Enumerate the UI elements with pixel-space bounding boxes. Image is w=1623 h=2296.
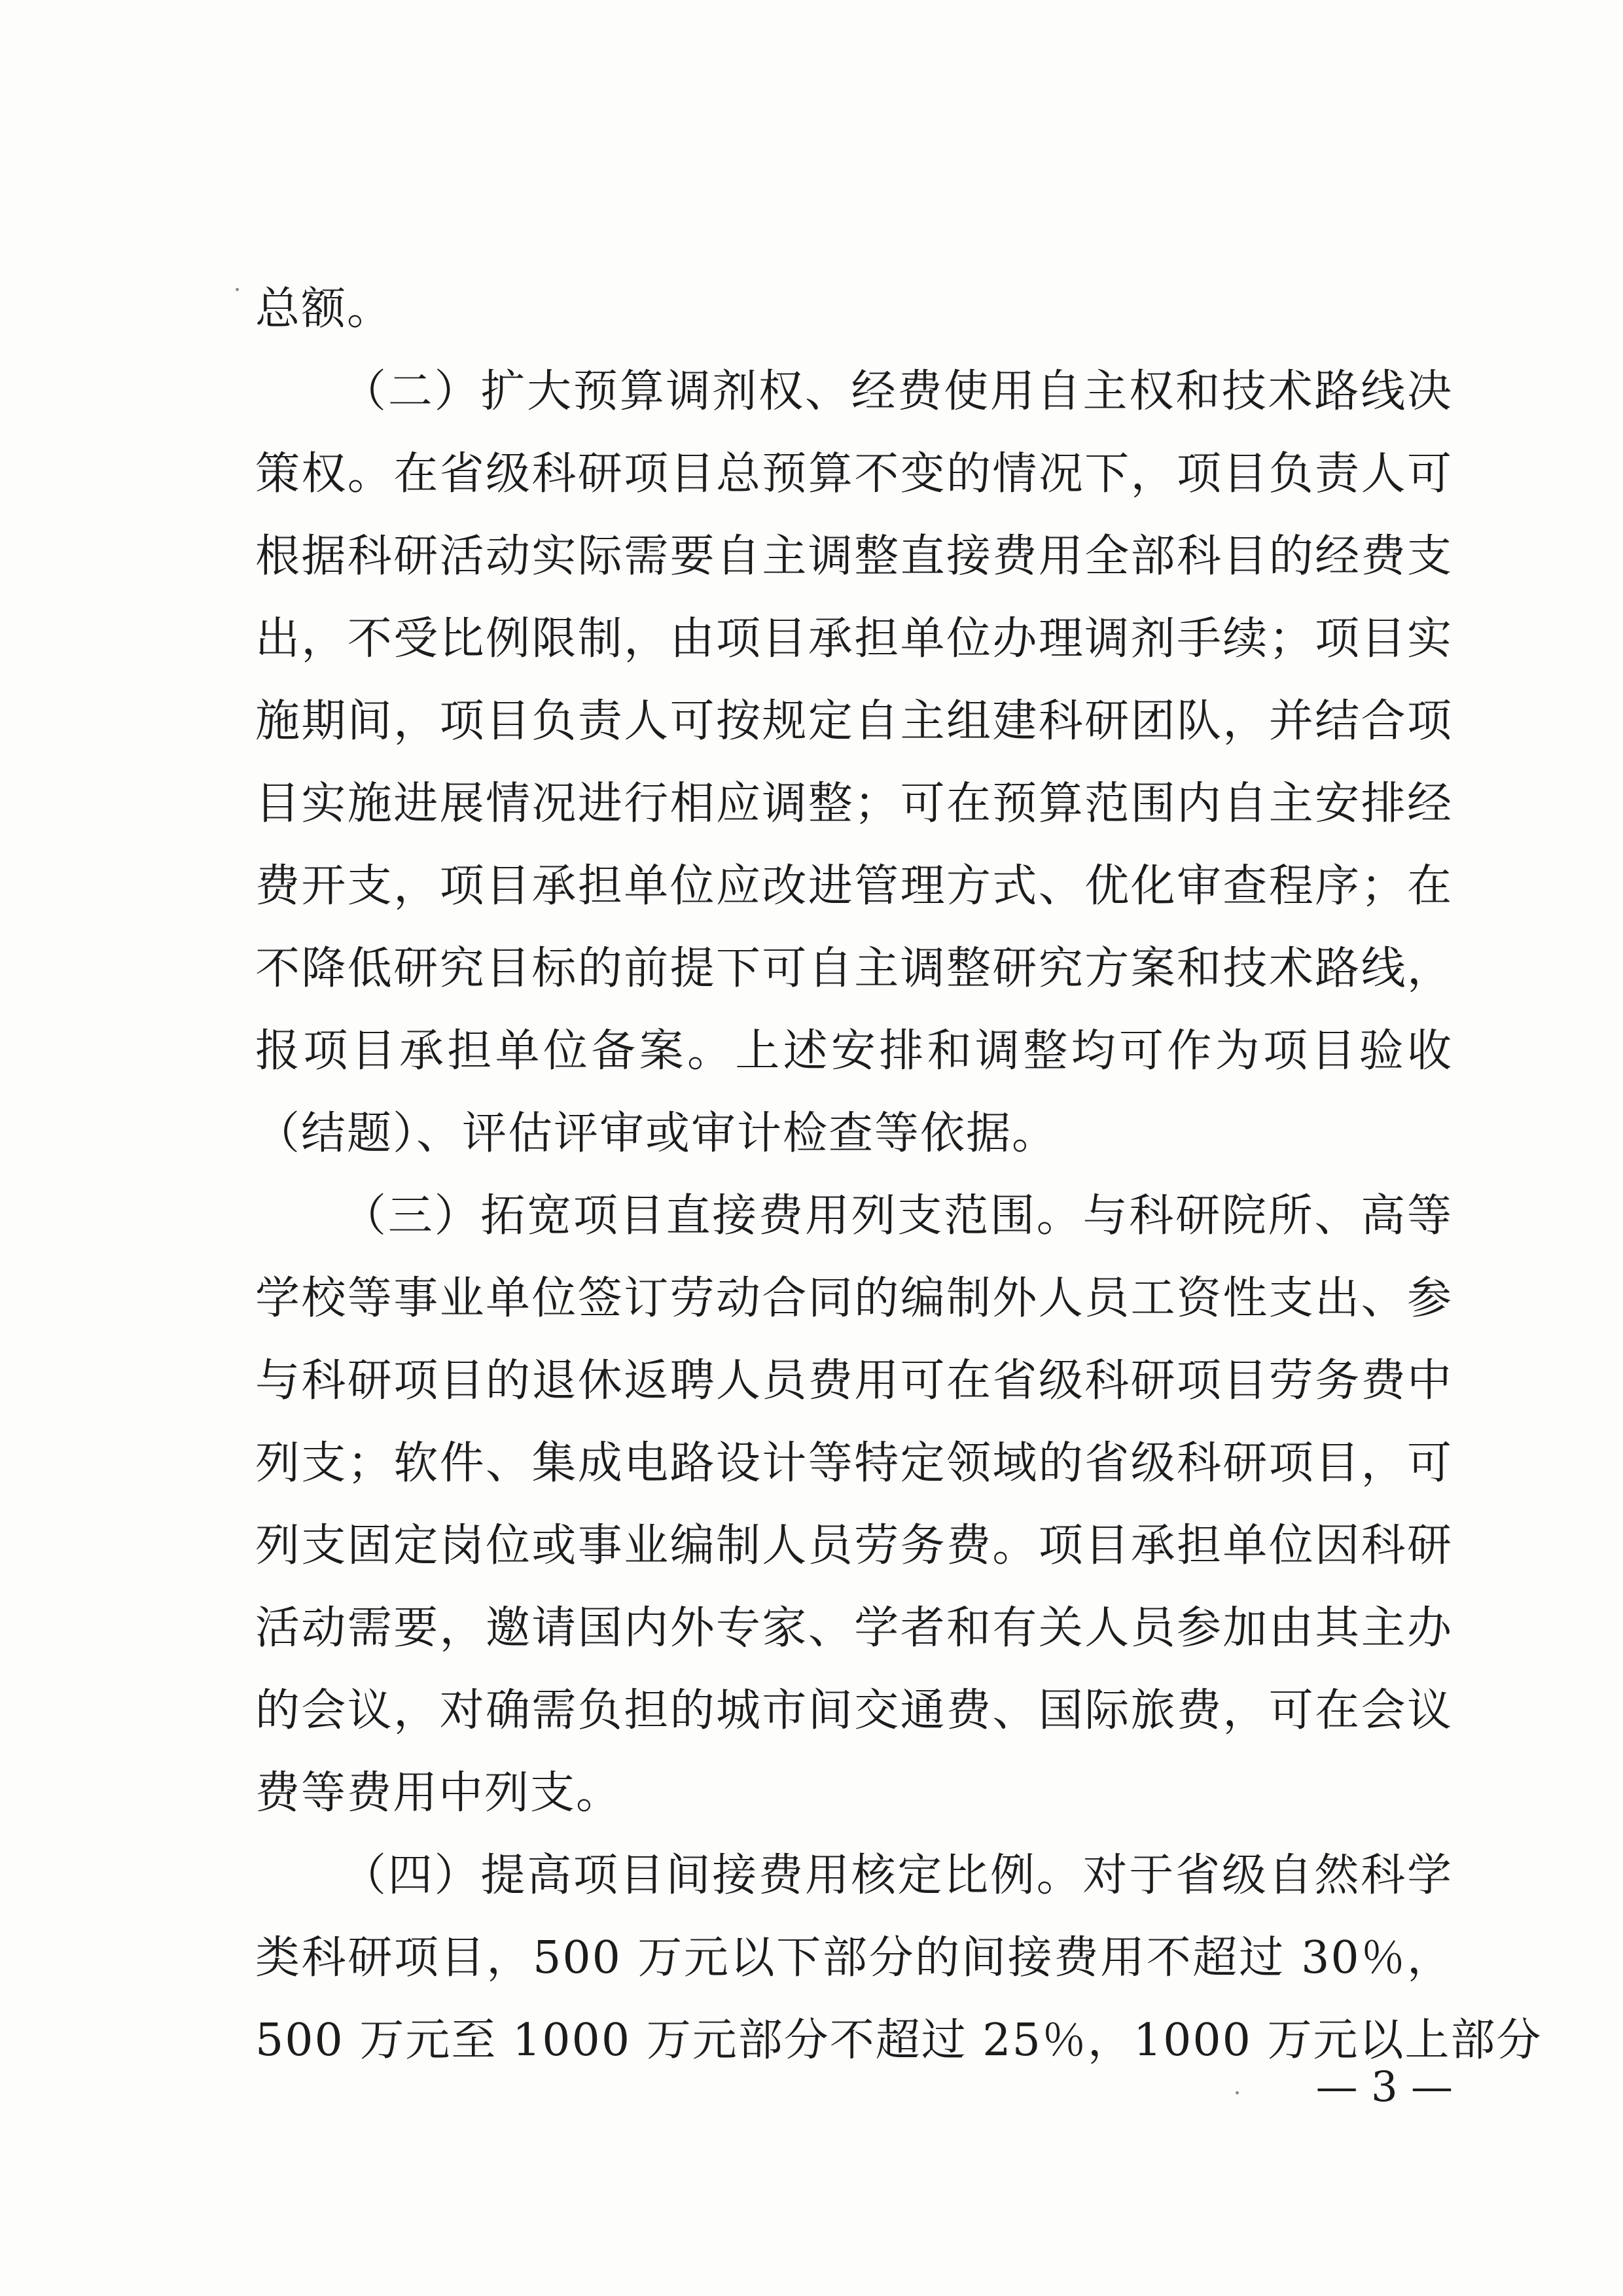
text-line: 根据科研活动实际需要自主调整直接费用全部科目的经费支 [255,531,1453,582]
text-line: 的会议，对确需负担的城市间交通费、国际旅费，可在会议 [255,1685,1453,1737]
section-heading-line: （四）提高项目间接费用核定比例。对于省级自然科学 [342,1850,1453,1901]
text-line: 报项目承担单位备案。上述安排和调整均可作为项目验收 [255,1025,1453,1077]
text-line: 学校等事业单位签订劳动合同的编制外人员工资性支出、参 [255,1273,1453,1324]
text-line: 500 万元至 1000 万元部分不超过 25％，1000 万元以上部分 [255,2015,1543,2066]
text-line: 类科研项目，500 万元以下部分的间接费用不超过 30％， [255,1932,1453,1984]
text-line: 列支固定岗位或事业编制人员劳务费。项目承担单位因科研 [255,1520,1453,1572]
text-line: 不降低研究目标的前提下可自主调整研究方案和技术路线， [255,943,1453,995]
section-heading-line: （二）扩大预算调剂权、经费使用自主权和技术路线决 [342,366,1453,417]
page-number: — 3 — [1315,2063,1453,2111]
text-line: 列支；软件、集成电路设计等特定领域的省级科研项目，可 [255,1438,1453,1489]
text-line: 策权。在省级科研项目总预算不变的情况下，项目负责人可 [255,448,1453,500]
text-line: 总额。 [255,283,393,335]
text-line: （结题）、评估评审或审计检查等依据。 [255,1108,1058,1159]
scan-speck [236,288,239,291]
text-line: 施期间，项目负责人可按规定自主组建科研团队，并结合项 [255,696,1453,747]
text-line: 费等费用中列支。 [255,1767,622,1819]
text-line: 活动需要，邀请国内外专家、学者和有关人员参加由其主办 [255,1602,1453,1654]
section-heading-line: （三）拓宽项目直接费用列支范围。与科研院所、高等 [342,1190,1453,1242]
text-line: 出，不受比例限制，由项目承担单位办理调剂手续；项目实 [255,613,1453,665]
text-line: 与科研项目的退休返聘人员费用可在省级科研项目劳务费中 [255,1355,1453,1407]
scan-speck [1236,2091,1239,2094]
text-line: 目实施进展情况进行相应调整；可在预算范围内自主安排经 [255,778,1453,830]
text-line: 费开支，项目承担单位应改进管理方式、优化审查程序；在 [255,860,1453,912]
